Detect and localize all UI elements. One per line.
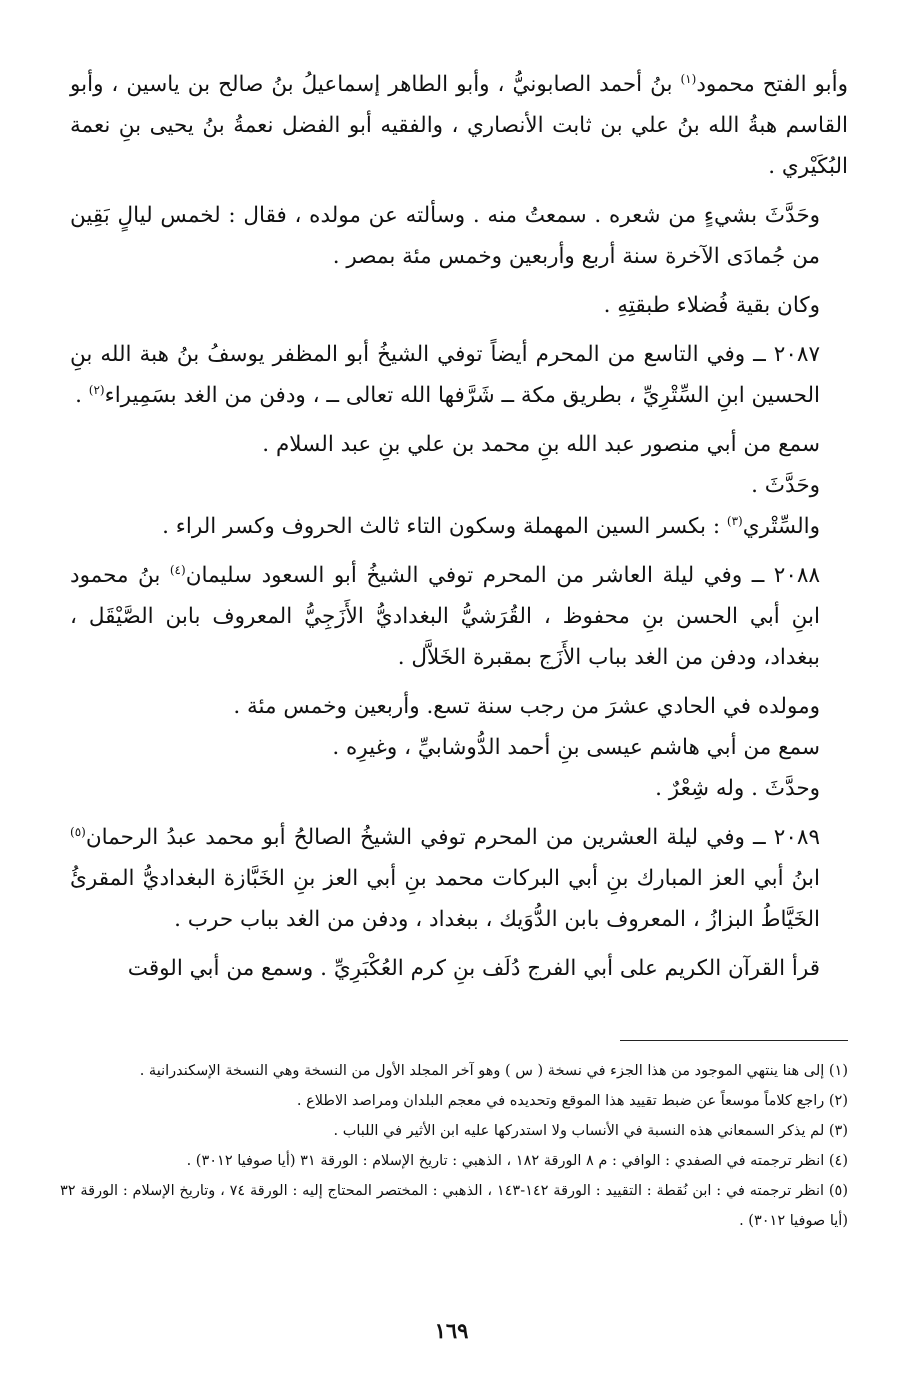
text-segment: بنُ أحمد الصابونيُّ ، وأبو الطاهر إسماعيلُ بنُ صالح بن ياسين ، وأبو القاسم هبةُ الله بنُ علي بن ثابت الأنصاري ، والفقيه أبو الفضل نعمةُ بنُ يحيى بنِ نعمة البُكَيْري . — [70, 72, 848, 179]
text-segment: ٢٠٨٧ ــ وفي التاسع من المحرم أيضاً توفي الشيخُ أبو المظفر يوسفُ بنُ هبة الله بنِ الحسين ابنِ السِّتْرِيِّ ، بطريق مكة ــ شَرَّفها الله تعالى ــ ، ودفن من الغد بسَمِيراء — [70, 342, 820, 408]
main-text — [70, 64, 848, 997]
paragraph — [70, 64, 848, 187]
footnote-divider — [620, 1040, 848, 1041]
entry-2088 — [70, 555, 848, 678]
footnote-ref: (١) — [680, 71, 697, 86]
footnote: (٢) راجع كلاماً موسعاً عن ضبط تقييد هذا الموقع وتحديده في معجم البلدان ومراصد الاطلاع . — [296, 1093, 848, 1109]
footnotes — [60, 1056, 848, 1236]
paragraph — [70, 506, 848, 547]
paragraph — [70, 948, 848, 989]
text-segment: بنُ محمود ابنِ أبي الحسن بنِ محفوظ ، القُرَشيُّ البغداديُّ الأَزَجِيُّ المعروف بابن الصَّيْقَل ، ببغداد، ودفن من الغد بباب الأَزَج بمقبرة الخَلاَّل . — [70, 563, 820, 670]
paragraph — [70, 285, 848, 326]
text-segment: . — [75, 383, 89, 408]
paragraph — [70, 686, 848, 727]
text-segment: وحَدَّثَ بشيءٍ من شعره . سمعتُ منه . وسألته عن مولده ، فقال : لخمس ليالٍ بَقِين من جُمادَى الآخرة سنة أربع وأربعين وخمس مئة بمصر . — [70, 203, 820, 269]
text-segment: قرأ القرآن الكريم على أبي الفرج دُلَف بنِ كرم العُكْبَرِيِّ . وسمع من أبي الوقت — [127, 956, 820, 981]
text-segment: ٢٠٨٩ ــ وفي ليلة العشرين من المحرم توفي الشيخُ الصالحُ أبو محمد عبدُ الرحمان — [85, 825, 820, 850]
footnote-ref: (٢) — [88, 382, 105, 397]
footnote: (٣) لم يذكر السمعاني هذه النسبة في الأنساب ولا استدركها عليه ابن الأثير في اللباب . — [333, 1123, 848, 1139]
text-segment: وأبو الفتح محمود — [696, 72, 849, 97]
text-segment: والسِّتْري — [742, 514, 820, 539]
footnote: (١) إلى هنا ينتهي الموجود من هذا الجزء في نسخة ( س ) وهو آخر المجلد الأول من النسخة وهي النسخة الإسكندرانية . — [139, 1063, 848, 1079]
paragraph — [70, 768, 848, 809]
text-segment: وحدَّثَ . وله شِعْرٌ . — [655, 776, 820, 801]
paragraph — [70, 465, 848, 506]
footnote: (٥) انظر ترجمته في : ابن نُقطة : التقييد : الورقة ١٤٢-١٤٣ ، الذهبي : المختصر المحتاج إليه : الورقة ٧٤ ، وتاريخ الإسلام : الورقة ٣٢ (أيا صوفيا ٣٠١٢) . — [60, 1183, 849, 1229]
text-segment: سمع من أبي هاشم عيسى بنِ أحمد الدُّوشابيِّ ، وغيرِه . — [332, 735, 820, 760]
entry-2089 — [70, 817, 848, 940]
text-segment: ومولده في الحادي عشرَ من رجب سنة تسع. وأربعين وخمس مئة . — [233, 694, 820, 719]
footnote: (٤) انظر ترجمته في الصفدي : الوافي : م ٨ الورقة ١٨٢ ، الذهبي : تاريخ الإسلام : الورقة ٣١ (أيا صوفيا ٣٠١٢) . — [186, 1153, 848, 1169]
text-segment: : بكسر السين المهملة وسكون التاء ثالث الحروف وكسر الراء . — [162, 514, 727, 539]
paragraph — [70, 195, 848, 277]
footnote-ref: (٣) — [726, 513, 743, 528]
text-segment: سمع من أبي منصور عبد الله بنِ محمد بن علي بنِ عبد السلام . — [262, 432, 820, 457]
text-segment: ٢٠٨٨ ــ وفي ليلة العاشر من المحرم توفي الشيخُ أبو السعود سليمان — [185, 563, 820, 588]
text-segment: وحَدَّثَ . — [751, 473, 820, 498]
footnote-ref: (٥) — [70, 824, 86, 839]
footnote-ref: (٤) — [169, 562, 186, 577]
text-segment: ابنُ أبي العز المبارك بنِ أبي البركات محمد بنِ أبي العز بنِ الخَبَّازة البغداديُّ المقرئُ الخَيَّاطُ البزازُ ، المعروف بابن الدُّوَيك ، ببغداد ، ودفن من الغد بباب حرب . — [70, 866, 820, 932]
paragraph — [70, 727, 848, 768]
entry-2087 — [70, 334, 848, 416]
page-number: ١٦٩ — [434, 1318, 469, 1343]
paragraph — [70, 424, 848, 465]
text-segment: وكان بقية فُضلاء طبقتِهِ . — [603, 293, 820, 318]
